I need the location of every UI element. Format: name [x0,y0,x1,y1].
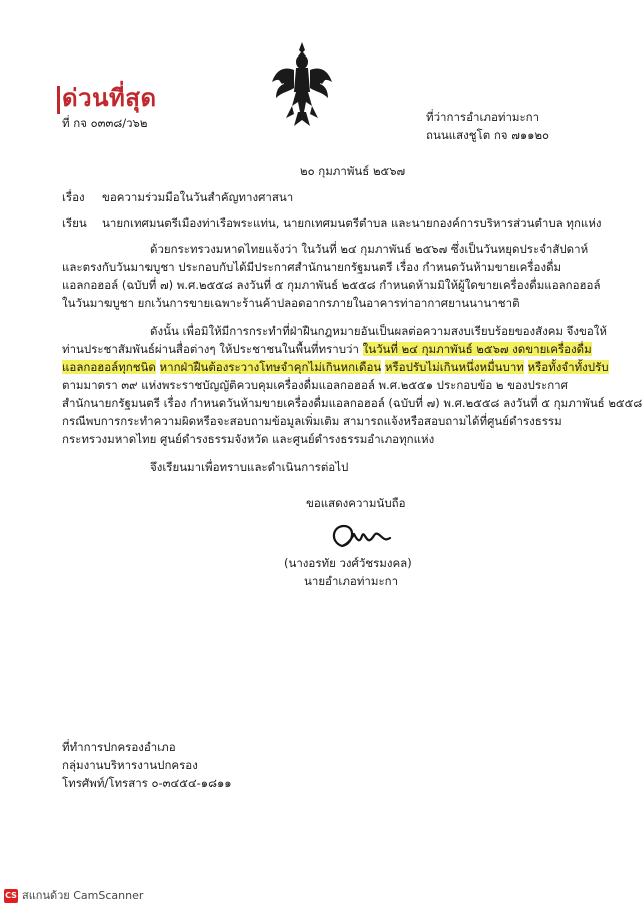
para1-line: ในวันมาฆบูชา ยกเว้นการขายเฉพาะร้านค้าปลอดอากรภายในอาคารท่าอากาศยานนานาชาติ [62,296,520,310]
signer-name: (นางอรทัย วงศ์วัชรมงคล) [284,556,412,570]
urgency-stamp: ด่วนที่สุด [62,84,157,112]
para2-line: ดังนั้น เพื่อมิให้มีการกระทำที่ฝ่าฝืนกฎหมายอันเป็นผลต่อความสงบเรียบร้อยของสังคม จึงขอให้ [150,324,607,338]
regards-text: ขอแสดงความนับถือ [306,496,406,510]
document-date: ๒๐ กุมภาพันธ์ ๒๕๖๗ [300,164,406,178]
subject-label: เรื่อง [62,190,85,204]
para2-line2-text: ท่านประชาสัมพันธ์ผ่านสื่อต่างๆ ให้ประชาชนในพื้นที่ทราบว่า [62,342,363,356]
camscanner-logo-icon: CS [4,889,18,903]
para1-line: และตรงกับวันมาฆบูชา ประกอบกับได้มีประกาศสำนักนายกรัฐมนตรี เรื่อง กำหนดวันห้ามขายเครื่องดื่ม [62,260,562,274]
garuda-emblem-icon [270,40,334,130]
footer-section: กลุ่มงานบริหารงานปกครอง [62,758,198,772]
camscanner-watermark-text: สแกนด้วย CamScanner [22,889,144,902]
recipient-label: เรียน [62,216,87,230]
para2-line [62,360,609,374]
footer-phone: โทรศัพท์/โทรสาร ๐-๓๔๕๔-๑๘๑๑ [62,776,232,790]
highlighted-date-notice: ในวันที่ ๒๔ กุมภาพันธ์ ๒๕๖๗ งดขายเครื่องดื่ม [362,342,592,356]
para2-gap [156,360,160,374]
subject-text: ขอความร่วมมือในวันสำคัญทางศาสนา [102,190,294,204]
para1-line: แอลกอฮอล์ (ฉบับที่ ๗) พ.ศ.๒๕๕๘ ลงวันที่ ๕ กุมภาพันธ์ ๒๕๕๘ กำหนดห้ามมิให้ผู้ใดขายเครื่องดื่มแอลกอฮอล์ [62,278,601,292]
document-number: ที่ กจ ๐๓๓๘/ว๖๒ [62,116,148,130]
handwritten-signature [328,516,398,560]
sender-address: ถนนแสงชูโต กจ ๗๑๑๒๐ [426,128,550,142]
para2-line: ตามมาตรา ๓๙ แห่งพระราชบัญญัติควบคุมเครื่องดื่มแอลกอฮอล์ พ.ศ.๒๕๕๑ ประกอบข้อ ๒ ของประกาศ [62,378,568,392]
closing-sentence: จึงเรียนมาเพื่อทราบและดำเนินการต่อไป [150,460,349,474]
para2-line: กรณีพบการกระทำความผิดหรือจะสอบถามข้อมูลเพิ่มเติม สามารถแจ้งหรือสอบถามได้ที่ศูนย์ดำรงธรรม [62,414,562,428]
para2-line [62,342,592,356]
sender-office: ที่ว่าการอำเภอท่ามะกา [426,110,540,124]
highlighted-alcohol-all-types: แอลกอฮอล์ทุกชนิด [62,360,156,374]
para2-gap [524,360,528,374]
highlighted-penalty-jail: หากฝ่าฝืนต้องระวางโทษจำคุกไม่เกินหกเดือน [159,360,382,374]
footer-unit: ที่ทำการปกครองอำเภอ [62,740,176,754]
signer-title: นายอำเภอท่ามะกา [304,574,399,588]
highlighted-penalty-fine: หรือปรับไม่เกินหนึ่งหมื่นบาท [384,360,524,374]
para2-line: กระทรวงมหาดไทย ศูนย์ดำรงธรรมจังหวัด และศูนย์ดำรงธรรมอำเภอทุกแห่ง [62,432,435,446]
highlighted-penalty-both: หรือทั้งจำทั้งปรับ [527,360,609,374]
para1-line: ด้วยกระทรวงมหาดไทยแจ้งว่า ในวันที่ ๒๔ กุมภาพันธ์ ๒๕๖๗ ซึ่งเป็นวันหยุดประจำสัปดาห์ [150,242,589,256]
para2-line: สำนักนายกรัฐมนตรี เรื่อง กำหนดวันห้ามขายเครื่องดื่มแอลกอฮอล์ (ฉบับที่ ๗) พ.ศ.๒๕๕๘ ลงวันที่ ๕ กุมภาพันธ์ ๒๕๕๘ [62,396,642,410]
recipient-text: นายกเทศมนตรีเมืองท่าเรือพระแท่น, นายกเทศมนตรีตำบล และนายกองค์การบริหารส่วนตำบล ทุกแห่ง [102,216,602,230]
stamp-left-bar [57,86,60,114]
